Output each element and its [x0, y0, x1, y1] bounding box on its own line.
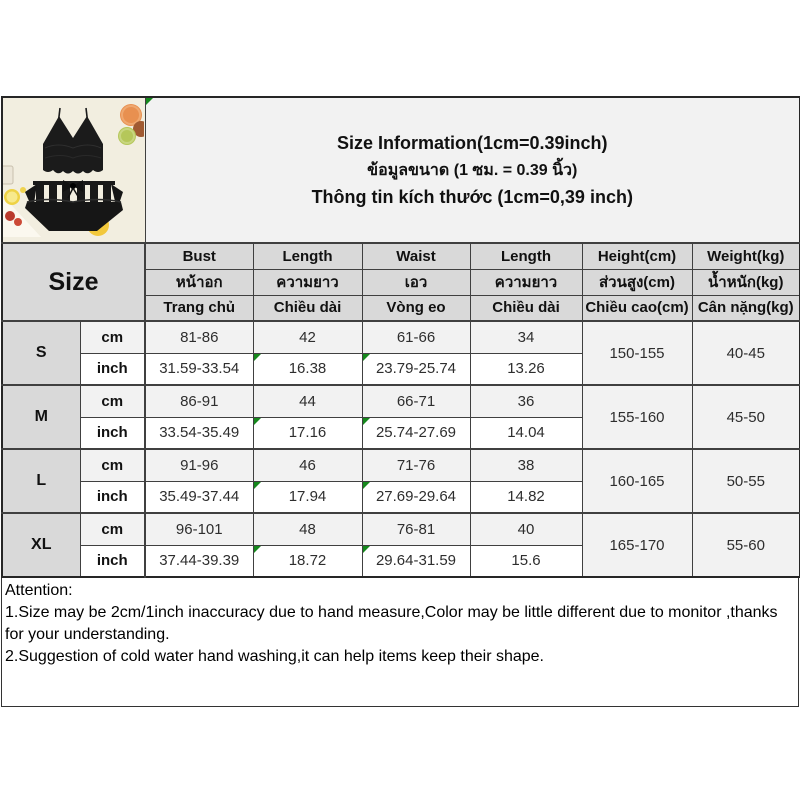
cell-l-inch-bust: 35.49-37.44 [145, 481, 253, 513]
col-header-height-en: Height(cm) [582, 243, 692, 269]
cell-value: 16.38 [288, 360, 327, 378]
title-thai: ข้อมูลขนาด (1 ซม. = 0.39 นิ้ว) [367, 161, 578, 179]
cell-value: 17.94 [288, 488, 327, 506]
error-flag-icon [254, 354, 261, 361]
unit-inch: inch [80, 353, 145, 385]
cell-s-cm-length2: 34 [470, 321, 582, 353]
cell-m-cm-length1: 44 [253, 385, 362, 417]
cell-m-inch-bust: 33.54-35.49 [145, 417, 253, 449]
cell-xl-height: 165-170 [582, 513, 692, 577]
cell-s-inch-length1 [253, 353, 362, 385]
error-flag-icon [254, 482, 261, 489]
cell-xl-inch-waist [362, 545, 470, 577]
size-row-label-xl: XL [2, 513, 80, 577]
product-image-cell [2, 97, 145, 243]
error-flag-icon [363, 418, 370, 425]
cell-s-cm-waist: 61-66 [362, 321, 470, 353]
error-flag-icon [254, 418, 261, 425]
col-header-length2-en: Length [470, 243, 582, 269]
cell-xl-cm-waist: 76-81 [362, 513, 470, 545]
title-cell [145, 97, 800, 243]
unit-cm: cm [80, 321, 145, 353]
cell-xl-inch-bust: 37.44-39.39 [145, 545, 253, 577]
cell-s-inch-length2: 13.26 [470, 353, 582, 385]
cell-m-weight: 45-50 [692, 385, 800, 449]
col-header-length1-en: Length [253, 243, 362, 269]
col-header-weight-vi: Cân nặng(kg) [692, 295, 800, 321]
cell-value: 23.79-25.74 [375, 360, 457, 378]
cell-s-cm-length1: 42 [253, 321, 362, 353]
cell-m-inch-length2: 14.04 [470, 417, 582, 449]
size-header: Size [2, 243, 145, 321]
col-header-waist-en: Waist [362, 243, 470, 269]
col-header-weight-th: น้ำหนัก(kg) [692, 269, 800, 295]
cell-m-cm-waist: 66-71 [362, 385, 470, 417]
product-image [3, 98, 144, 237]
cell-xl-cm-bust: 96-101 [145, 513, 253, 545]
cell-value: 27.69-29.64 [375, 488, 457, 506]
cell-s-inch-waist [362, 353, 470, 385]
attention-line-2: 2.Suggestion of cold water hand washing,it can help items keep their shape. [5, 648, 544, 665]
unit-inch: inch [80, 417, 145, 449]
attention-box [1, 578, 799, 707]
cell-xl-inch-length1 [253, 545, 362, 577]
cell-xl-cm-length1: 48 [253, 513, 362, 545]
col-header-bust-vi: Trang chủ [145, 295, 253, 321]
col-header-bust-en: Bust [145, 243, 253, 269]
cell-s-weight: 40-45 [692, 321, 800, 385]
cell-l-weight: 50-55 [692, 449, 800, 513]
cell-l-height: 160-165 [582, 449, 692, 513]
error-flag-icon [363, 482, 370, 489]
size-row-label-s: S [2, 321, 80, 385]
cell-m-cm-bust: 86-91 [145, 385, 253, 417]
cell-m-inch-length1 [253, 417, 362, 449]
cell-l-inch-waist [362, 481, 470, 513]
cell-value: 25.74-27.69 [375, 424, 457, 442]
title-vietnamese: Thông tin kích thước (1cm=0,39 inch) [311, 186, 633, 207]
cell-xl-cm-length2: 40 [470, 513, 582, 545]
cell-s-inch-bust: 31.59-33.54 [145, 353, 253, 385]
cell-s-height: 150-155 [582, 321, 692, 385]
title-english: Size Information(1cm=0.39inch) [336, 132, 608, 153]
col-header-bust-th: หน้าอก [145, 269, 253, 295]
cell-l-cm-length2: 38 [470, 449, 582, 481]
cell-xl-inch-length2: 15.6 [470, 545, 582, 577]
cell-m-cm-length2: 36 [470, 385, 582, 417]
size-table [1, 96, 800, 578]
col-header-length1-vi: Chiều dài [253, 295, 362, 321]
error-flag-icon [146, 98, 153, 105]
unit-cm: cm [80, 513, 145, 545]
col-header-waist-th: เอว [362, 269, 470, 295]
unit-cm: cm [80, 385, 145, 417]
error-flag-icon [363, 546, 370, 553]
error-flag-icon [254, 546, 261, 553]
col-header-waist-vi: Vòng eo [362, 295, 470, 321]
cell-m-inch-waist [362, 417, 470, 449]
cell-value: 18.72 [288, 552, 327, 570]
col-header-height-vi: Chiều cao(cm) [582, 295, 692, 321]
unit-cm: cm [80, 449, 145, 481]
cell-xl-weight: 55-60 [692, 513, 800, 577]
cell-m-height: 155-160 [582, 385, 692, 449]
cell-l-inch-length2: 14.82 [470, 481, 582, 513]
cell-l-inch-length1 [253, 481, 362, 513]
cell-l-cm-length1: 46 [253, 449, 362, 481]
cell-value: 17.16 [288, 424, 327, 442]
cell-s-cm-bust: 81-86 [145, 321, 253, 353]
cell-l-cm-bust: 91-96 [145, 449, 253, 481]
col-header-length2-vi: Chiều dài [470, 295, 582, 321]
col-header-length2-th: ความยาว [470, 269, 582, 295]
cell-l-cm-waist: 71-76 [362, 449, 470, 481]
unit-inch: inch [80, 481, 145, 513]
error-flag-icon [363, 354, 370, 361]
size-row-label-l: L [2, 449, 80, 513]
col-header-weight-en: Weight(kg) [692, 243, 800, 269]
col-header-length1-th: ความยาว [253, 269, 362, 295]
col-header-height-th: ส่วนสูง(cm) [582, 269, 692, 295]
attention-heading: Attention: [5, 582, 73, 599]
size-row-label-m: M [2, 385, 80, 449]
unit-inch: inch [80, 545, 145, 577]
attention-line-1: 1.Size may be 2cm/1inch inaccuracy due to hand measure,Color may be little different due to monitor ,thanks for your understanding. [5, 604, 778, 643]
cell-value: 29.64-31.59 [375, 552, 457, 570]
